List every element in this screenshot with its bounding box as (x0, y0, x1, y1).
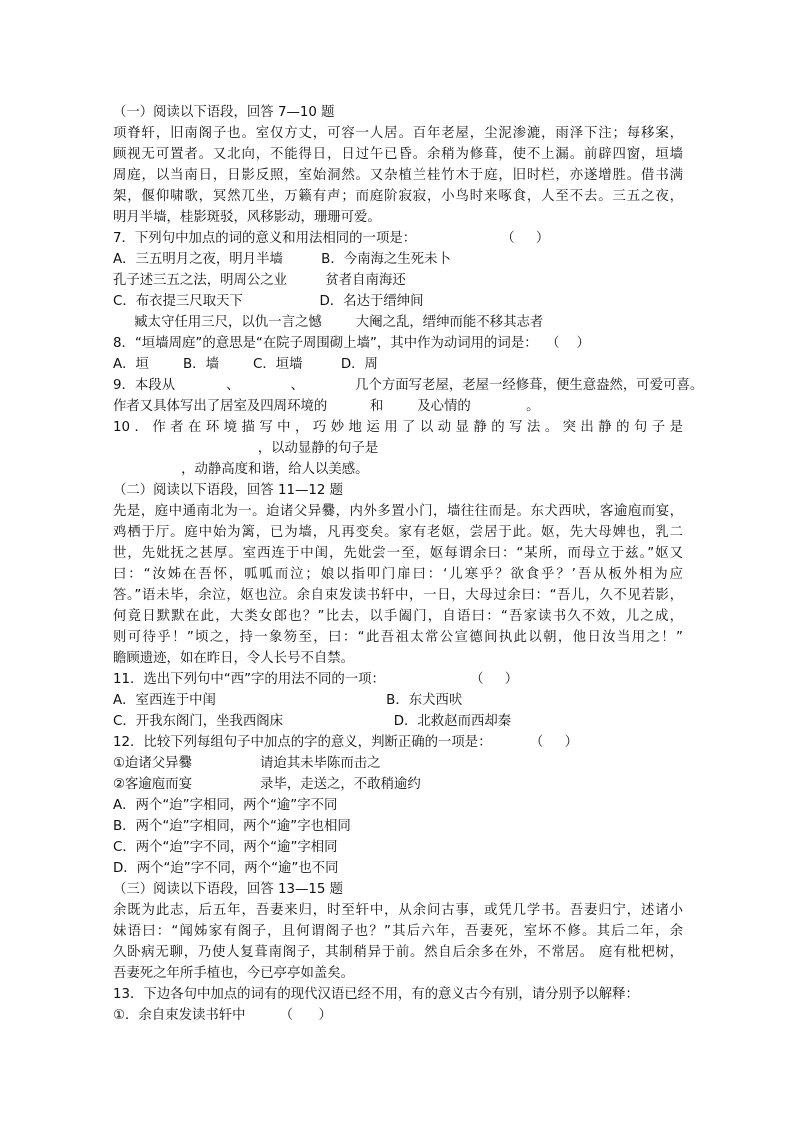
passage-line: 鸡栖于厅。庭中始为篱，已为墙，凡再变矣。家有老妪，尝居于此。妪，先大母婢也，乳二 (113, 525, 683, 540)
passage-line: 顾视无可置者。又北向，不能得日，日过午已昏。余稍为修葺，使不上漏。前辟四窗，垣墙 (113, 147, 683, 162)
option-line: A．垣 B．墙 C．垣墙 D．周 (113, 357, 378, 372)
section-heading-2: （二）阅读以下语段，回答 11—12 题 (113, 483, 344, 498)
question-10-cont: ，动静高度和谐，给人以美感。 (113, 462, 369, 477)
passage-line: 瞻顾遗迹，如在昨日，令人长号不自禁。 (113, 651, 355, 666)
passage-line: 曰：“汝姊在吾怀，呱呱而泣；娘以指叩门扉曰：‘儿寒乎？欲食乎？’吾从板外相为应 (113, 567, 683, 582)
option-line: B．两个“迨”字相同，两个“逾”字也相同 (113, 819, 351, 834)
passage-line: 吾妻死之年所手植也，今已亭亭如盖矣。 (113, 966, 355, 981)
question-9-cont: 作者又具体写出了居室及四周环境的 和 及心情的 。 (113, 399, 540, 414)
question-10-cont: ，以动显静的句子是 (113, 441, 379, 456)
question-9: 9．本段从 、 、 几个方面写老屋，老屋一经修葺，便生意盎然，可爱可喜。 (113, 378, 704, 393)
passage-line: 妹语曰：“闻姊家有阁子，且何谓阁子也？”其后六年，吾妻死，室坏不修。其后二年，余 (113, 924, 683, 939)
passage-line: 架，偃仰啸歌，冥然兀坐，万籁有声；而庭阶寂寂，小鸟时来啄食，人至不去。三五之夜， (113, 189, 683, 204)
passage-line: 周庭，以当南日，日影反照，室始洞然。又杂植兰桂竹木于庭，旧时栏，亦遂增胜。借书满 (113, 168, 683, 183)
option-line: 孔子述三五之法，明周公之业 贫者自南海还 (113, 273, 406, 288)
passage-line: 何竟日默默在此，大类女郎也？”比去，以手阖门，自语曰：“吾家读书久不效，儿之成， (113, 609, 683, 624)
question-10: 10．作者在环境描写中，巧妙地运用了以动显静的写法。突出静的句子是 (113, 420, 683, 435)
passage-line: 余既为此志，后五年，吾妻来归，时至轩中，从余问古事，或凭几学书。吾妻归宁，述诸小 (113, 903, 683, 918)
option-line: ①迨诸父异爨 请迨其未毕陈而击之 (113, 756, 381, 771)
question-13-item-1: ①．余自束发读书轩中 （ ） (113, 1008, 332, 1023)
option-line: A．室西连于中闺 B．东犬西吠 (113, 693, 463, 708)
passage-line: 答。”语未毕，余泣，妪也泣。余自束发读书轩中，一日，大母过余曰：“吾儿，久不见若影， (113, 588, 683, 603)
question-8: 8．“垣墙周庭”的意思是“在院子周围砌上墙”，其中作为动词用的词是： （ ） (113, 336, 590, 351)
passage-line: 世，先妣抚之甚厚。室西连于中闺，先妣尝一至，妪每谓余曰：“某所，而母立于兹。”妪又 (113, 546, 683, 561)
option-line: 臧太守任用三尺，以仇一言之憾 大阉之乱，缙绅而能不移其志者 (113, 315, 544, 330)
option-line: C．两个“迨”字不同，两个“逾”字相同 (113, 840, 338, 855)
section-heading-3: （三）阅读以下语段，回答 13—15 题 (113, 882, 344, 897)
question-12: 12．比较下列每组句子中加点的字的意义，判断正确的一项是： （ ） (113, 735, 578, 750)
passage-line: 明月半墙，桂影斑驳，风移影动，珊珊可爱。 (113, 210, 381, 225)
question-11: 11．选出下列句中“西”字的用法不同的一项： （ ） (113, 672, 519, 687)
question-7: 7．下列句中加点的词的意义和用法相同的一项是： （ ） (113, 231, 550, 246)
option-line: A．三五明月之夜，明月半墙 B．今南海之生死未卜 (113, 252, 451, 267)
passage-line: 久卧病无聊，乃使人复葺南阁子，其制稍异于前。然自后余多在外，不常居。 庭有枇杷树， (113, 945, 683, 960)
section-heading-1: （一）阅读以下语段，回答 7—10 题 (113, 105, 335, 120)
option-line: D．两个“迨”字不同，两个“逾”也不同 (113, 861, 339, 876)
passage-line: 则可待乎！”顷之，持一象笏至，曰：“此吾祖太常公宣德间执此以朝，他日汝当用之！” (113, 630, 683, 645)
option-line: C．布衣提三尺取天下 D．名达于缙绅间 (113, 294, 424, 309)
option-line: A．两个“迨”字相同，两个“逾”字不同 (113, 798, 338, 813)
document-body (113, 102, 704, 1026)
option-line: ②客逾庖而宴 录毕，走送之，不敢稍逾约 (113, 777, 421, 792)
question-13: 13．下边各句中加点的词有的现代汉语已经不用，有的意义古今有别，请分别予以解释： (113, 987, 639, 1002)
passage-line: 先是，庭中通南北为一。迨诸父异爨，内外多置小门，墙往往而是。东犬西吠，客逾庖而宴， (113, 504, 683, 519)
passage-line: 项脊轩，旧南阁子也。室仅方丈，可容一人居。百年老屋，尘泥渗漉，雨泽下注；每移案， (113, 126, 683, 141)
option-line: C．开我东阁门，坐我西阁床 D．北救赵而西却秦 (113, 714, 512, 729)
